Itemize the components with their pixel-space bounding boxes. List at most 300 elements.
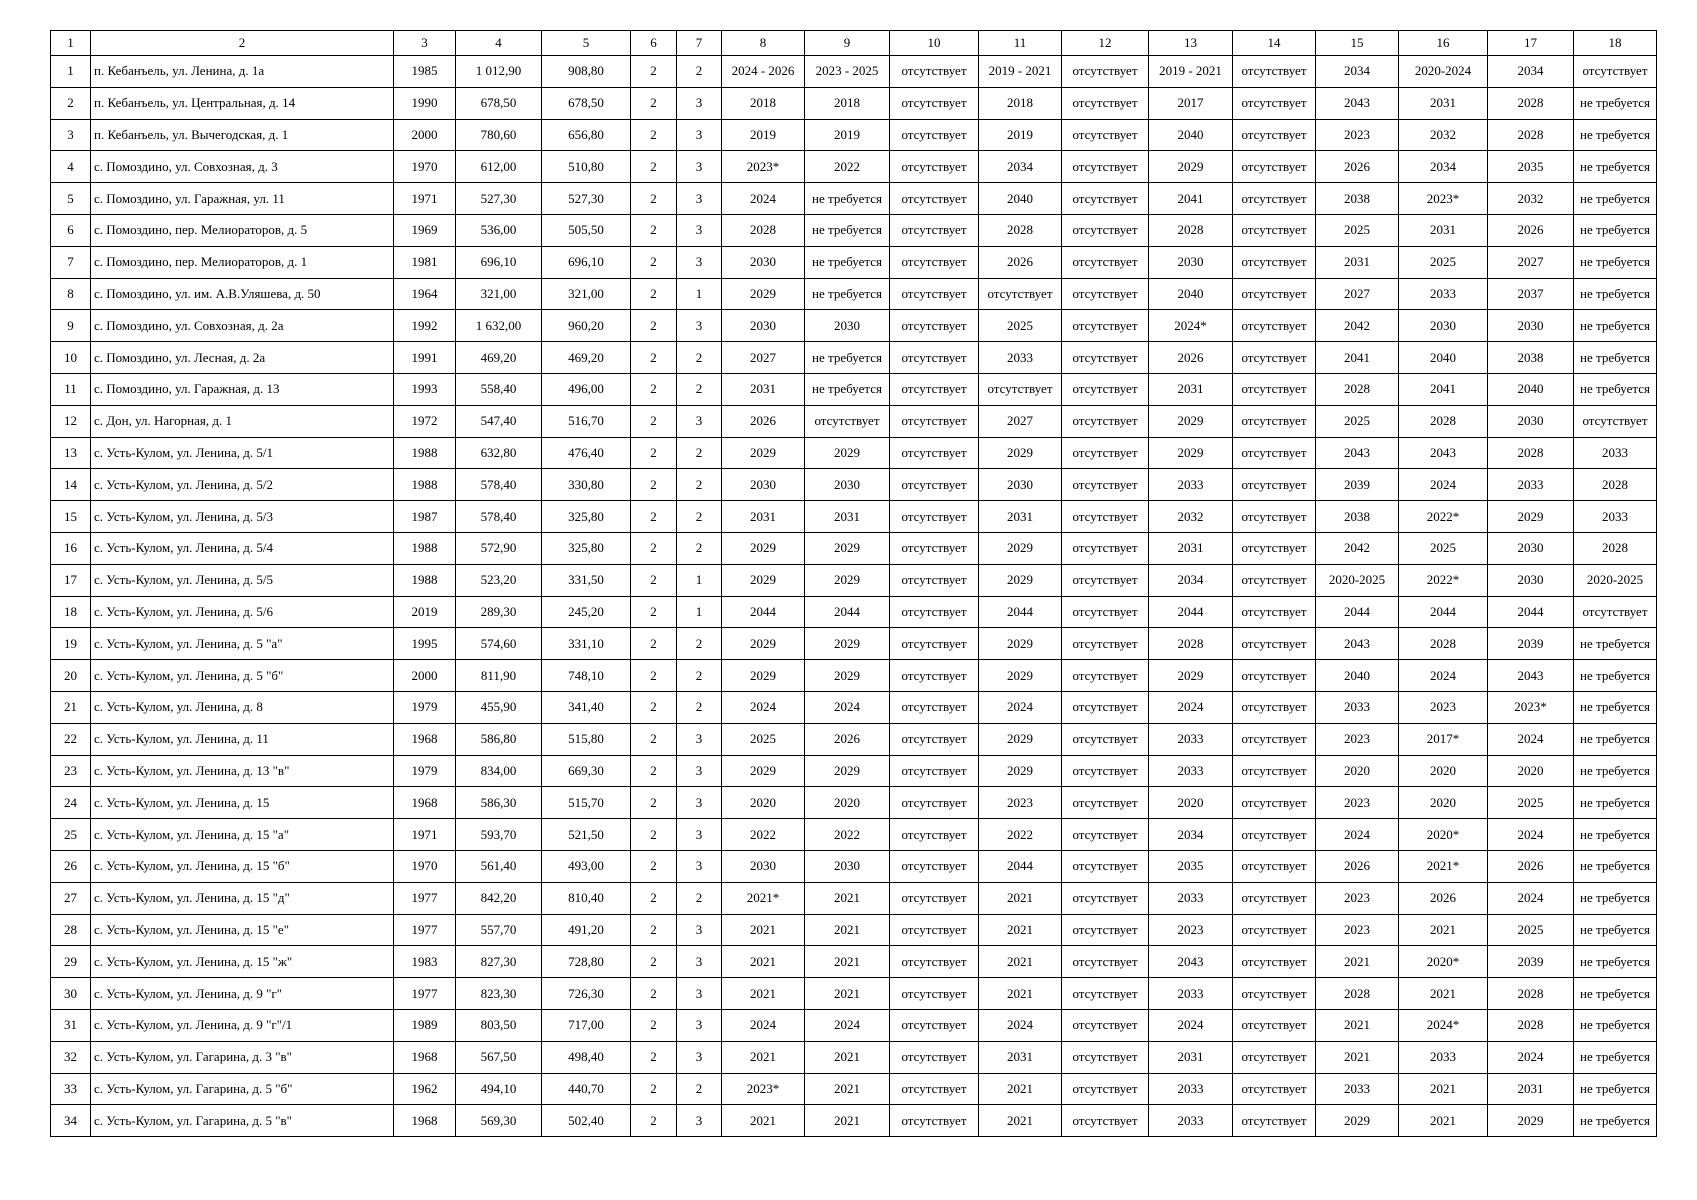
table-cell: 2044 [1399, 596, 1488, 628]
table-cell: 2 [631, 278, 677, 310]
table-cell: 2019 [394, 596, 456, 628]
table-cell: отсутствует [1233, 1041, 1316, 1073]
table-cell: 2023* [1399, 183, 1488, 215]
table-cell: 2031 [722, 373, 805, 405]
table-cell: 1968 [394, 1105, 456, 1137]
address-cell: с. Помоздино, ул. Совхозная, д. 2а [91, 310, 394, 342]
table-cell: 2 [677, 373, 722, 405]
table-row [51, 310, 1657, 342]
table-cell: отсутствует [1233, 819, 1316, 851]
table-cell: 2031 [1149, 1041, 1233, 1073]
table-cell: отсутствует [890, 819, 979, 851]
table-cell: 2 [631, 628, 677, 660]
table-cell: не требуется [1574, 755, 1657, 787]
table-cell: 325,80 [542, 501, 631, 533]
table-cell: 2021* [1399, 850, 1488, 882]
row-number-cell: 17 [51, 564, 91, 596]
table-cell: 2029 [1488, 501, 1574, 533]
table-cell: 2043 [1316, 87, 1399, 119]
table-cell: 2023* [1488, 691, 1574, 723]
table-cell: 2031 [1149, 373, 1233, 405]
table-cell: 1 [677, 278, 722, 310]
table-cell: не требуется [1574, 119, 1657, 151]
table-cell: отсутствует [1233, 978, 1316, 1010]
table-cell: 2 [631, 946, 677, 978]
table-cell: отсутствует [890, 946, 979, 978]
table-cell: 2029 [805, 532, 890, 564]
table-cell: 2024 [1149, 1009, 1233, 1041]
table-cell: 2033 [1149, 1105, 1233, 1137]
table-cell: 1968 [394, 1041, 456, 1073]
table-cell: 2024 [1488, 819, 1574, 851]
table-cell: 2025 [1488, 914, 1574, 946]
table-cell: отсутствует [1233, 342, 1316, 374]
table-cell: не требуется [1574, 1009, 1657, 1041]
table-cell: 505,50 [542, 214, 631, 246]
table-cell: 2018 [722, 87, 805, 119]
table-cell: 2030 [722, 310, 805, 342]
table-cell: 3 [677, 214, 722, 246]
table-cell: 3 [677, 310, 722, 342]
table-cell: 2022 [979, 819, 1062, 851]
column-number-header: 1 [51, 31, 91, 56]
table-cell: 2033 [1149, 978, 1233, 1010]
table-cell: отсутствует [890, 87, 979, 119]
table-cell: 2041 [1149, 183, 1233, 215]
table-cell: 1985 [394, 56, 456, 88]
table-cell: отсутствует [1233, 596, 1316, 628]
table-cell: 2030 [1488, 564, 1574, 596]
table-cell: отсутствует [1233, 119, 1316, 151]
table-cell: 2020 [1149, 787, 1233, 819]
table-cell: 1977 [394, 914, 456, 946]
table-cell: 2028 [1488, 978, 1574, 1010]
table-cell: 2021 [979, 1105, 1062, 1137]
table-cell: 2029 [805, 564, 890, 596]
table-cell: отсутствует [890, 246, 979, 278]
table-cell: 2 [631, 564, 677, 596]
table-cell: 2029 [979, 532, 1062, 564]
table-cell: 523,20 [456, 564, 542, 596]
table-cell: 2033 [1149, 469, 1233, 501]
table-cell: 2026 [722, 405, 805, 437]
table-cell: 557,70 [456, 914, 542, 946]
table-cell: 330,80 [542, 469, 631, 501]
table-cell: отсутствует [1574, 596, 1657, 628]
table-cell: 2018 [805, 87, 890, 119]
table-cell: 2031 [1488, 1073, 1574, 1105]
table-cell: 2 [631, 882, 677, 914]
table-cell: 289,30 [456, 596, 542, 628]
table-cell: 2020 [1399, 755, 1488, 787]
table-cell: 2029 [979, 723, 1062, 755]
table-cell: 2044 [979, 596, 1062, 628]
table-cell: не требуется [805, 183, 890, 215]
table-cell: отсутствует [1062, 946, 1149, 978]
row-number-cell: 12 [51, 405, 91, 437]
table-row [51, 373, 1657, 405]
table-cell: отсутствует [1233, 882, 1316, 914]
row-number-cell: 8 [51, 278, 91, 310]
table-cell: 2029 [1149, 151, 1233, 183]
table-cell: 2 [677, 628, 722, 660]
table-cell: не требуется [1574, 246, 1657, 278]
table-cell: 2024 - 2026 [722, 56, 805, 88]
header-row [51, 31, 1657, 56]
table-cell: отсутствует [1062, 596, 1149, 628]
row-number-cell: 34 [51, 1105, 91, 1137]
table-cell: 2029 [722, 278, 805, 310]
table-cell: отсутствует [1062, 787, 1149, 819]
table-cell: 2033 [1399, 1041, 1488, 1073]
table-cell: 2028 [1574, 469, 1657, 501]
table-cell: 2000 [394, 660, 456, 692]
table-cell: отсутствует [1233, 87, 1316, 119]
table-cell: 2 [677, 1073, 722, 1105]
table-cell: отсутствует [890, 660, 979, 692]
table-cell: отсутствует [1233, 469, 1316, 501]
table-cell: 455,90 [456, 691, 542, 723]
table-row [51, 1041, 1657, 1073]
table-cell: 561,40 [456, 850, 542, 882]
table-cell: 3 [677, 1009, 722, 1041]
table-cell: 516,70 [542, 405, 631, 437]
table-cell: 2021 [979, 1073, 1062, 1105]
table-cell: 2029 [722, 628, 805, 660]
table-row [51, 850, 1657, 882]
table-cell: не требуется [1574, 660, 1657, 692]
table-cell: 2028 [1149, 628, 1233, 660]
table-cell: 2026 [805, 723, 890, 755]
row-number-cell: 32 [51, 1041, 91, 1073]
table-cell: 2031 [979, 501, 1062, 533]
table-cell: 2041 [1399, 373, 1488, 405]
table-cell: 2030 [1488, 310, 1574, 342]
table-cell: 2021 [722, 978, 805, 1010]
address-cell: п. Кебанъель, ул. Ленина, д. 1а [91, 56, 394, 88]
table-cell: отсутствует [890, 1073, 979, 1105]
table-cell: 2 [631, 723, 677, 755]
table-cell: отсутствует [1233, 532, 1316, 564]
table-cell: 2029 [979, 755, 1062, 787]
table-cell: 2033 [1149, 882, 1233, 914]
row-number-cell: 26 [51, 850, 91, 882]
table-cell: отсутствует [1062, 214, 1149, 246]
table-cell: 469,20 [456, 342, 542, 374]
column-number-header: 8 [722, 31, 805, 56]
table-cell: 2021 [979, 914, 1062, 946]
table-cell: 2027 [1316, 278, 1399, 310]
table-cell: 2023 [1399, 691, 1488, 723]
table-cell: 1993 [394, 373, 456, 405]
column-number-header: 3 [394, 31, 456, 56]
table-cell: 2021 [805, 882, 890, 914]
table-cell: отсутствует [890, 183, 979, 215]
table-cell: 2030 [805, 469, 890, 501]
row-number-cell: 25 [51, 819, 91, 851]
table-cell: 2021 [979, 946, 1062, 978]
table-cell: 2 [631, 405, 677, 437]
table-cell: 2021 [1399, 914, 1488, 946]
table-cell: отсутствует [1062, 1105, 1149, 1137]
table-cell: 2 [631, 501, 677, 533]
table-cell: 593,70 [456, 819, 542, 851]
column-number-header: 14 [1233, 31, 1316, 56]
table-row [51, 246, 1657, 278]
table-cell: 2 [631, 1105, 677, 1137]
table-cell: 496,00 [542, 373, 631, 405]
table-cell: 1990 [394, 87, 456, 119]
table-cell: отсутствует [1062, 978, 1149, 1010]
table-cell: 1968 [394, 787, 456, 819]
table-cell: 3 [677, 183, 722, 215]
table-cell: 2021 [805, 914, 890, 946]
table-cell: 2034 [1149, 564, 1233, 596]
table-cell: 2028 [1399, 628, 1488, 660]
table-cell: отсутствует [1233, 310, 1316, 342]
address-cell: с. Усть-Кулом, ул. Ленина, д. 15 "д" [91, 882, 394, 914]
table-cell: не требуется [805, 373, 890, 405]
table-cell: отсутствует [1062, 1041, 1149, 1073]
table-cell: 245,20 [542, 596, 631, 628]
column-number-header: 15 [1316, 31, 1399, 56]
table-cell: 2024* [1149, 310, 1233, 342]
table-cell: 2033 [1399, 278, 1488, 310]
table-cell: 2044 [1149, 596, 1233, 628]
table-cell: отсутствует [1062, 628, 1149, 660]
table-cell: 2024 [979, 691, 1062, 723]
table-cell: 2 [631, 691, 677, 723]
table-cell: 2021 [805, 978, 890, 1010]
row-number-cell: 10 [51, 342, 91, 374]
row-number-cell: 4 [51, 151, 91, 183]
table-cell: 2022 [805, 151, 890, 183]
table-cell: 2041 [1316, 342, 1399, 374]
table-cell: 2026 [1399, 882, 1488, 914]
table-cell: 2044 [979, 850, 1062, 882]
address-cell: с. Усть-Кулом, ул. Ленина, д. 5/3 [91, 501, 394, 533]
table-cell: 2030 [722, 850, 805, 882]
address-cell: с. Усть-Кулом, ул. Гагарина, д. 3 "в" [91, 1041, 394, 1073]
table-cell: 2022 [722, 819, 805, 851]
row-number-cell: 23 [51, 755, 91, 787]
table-cell: 3 [677, 914, 722, 946]
table-cell: 2028 [1149, 214, 1233, 246]
column-number-header: 6 [631, 31, 677, 56]
table-cell: 3 [677, 151, 722, 183]
table-cell: 2044 [805, 596, 890, 628]
table-row [51, 87, 1657, 119]
table-cell: 2 [631, 787, 677, 819]
column-number-header: 2 [91, 31, 394, 56]
table-cell: 2038 [1316, 501, 1399, 533]
table-row [51, 342, 1657, 374]
table-cell: 827,30 [456, 946, 542, 978]
table-cell: отсутствует [890, 914, 979, 946]
table-cell: не требуется [1574, 183, 1657, 215]
table-cell: отсутствует [890, 151, 979, 183]
table-cell: 2021 [722, 1105, 805, 1137]
table-cell: 1970 [394, 151, 456, 183]
table-cell: 2029 [1488, 1105, 1574, 1137]
table-cell: 2023 [979, 787, 1062, 819]
table-cell: 811,90 [456, 660, 542, 692]
table-cell: 726,30 [542, 978, 631, 1010]
table-cell: 810,40 [542, 882, 631, 914]
column-number-header: 9 [805, 31, 890, 56]
table-cell: 2023 [1316, 882, 1399, 914]
table-cell: 2020-2024 [1399, 56, 1488, 88]
table-cell: 3 [677, 1105, 722, 1137]
table-cell: 960,20 [542, 310, 631, 342]
table-row [51, 628, 1657, 660]
table-cell: 2024 [722, 1009, 805, 1041]
table-row [51, 819, 1657, 851]
table-cell: 2 [677, 501, 722, 533]
table-cell: 2023 - 2025 [805, 56, 890, 88]
housing-repair-table [50, 30, 1657, 1137]
table-cell: не требуется [1574, 278, 1657, 310]
table-cell: 515,70 [542, 787, 631, 819]
address-cell: с. Усть-Кулом, ул. Ленина, д. 5/1 [91, 437, 394, 469]
table-cell: 1969 [394, 214, 456, 246]
table-cell: 1 [677, 564, 722, 596]
table-cell: отсутствует [1062, 151, 1149, 183]
table-cell: 2023 [1316, 787, 1399, 819]
table-cell: отсутствует [1233, 151, 1316, 183]
row-number-cell: 9 [51, 310, 91, 342]
table-cell: 1988 [394, 564, 456, 596]
table-cell: 2027 [979, 405, 1062, 437]
table-cell: 2035 [1149, 850, 1233, 882]
table-cell: 325,80 [542, 532, 631, 564]
table-cell: 2 [631, 978, 677, 1010]
table-cell: отсутствует [1062, 1009, 1149, 1041]
table-cell: 521,50 [542, 819, 631, 851]
table-cell: 2029 [979, 437, 1062, 469]
table-cell: 678,50 [456, 87, 542, 119]
table-cell: 2026 [979, 246, 1062, 278]
table-cell: не требуется [805, 342, 890, 374]
table-cell: 2039 [1316, 469, 1399, 501]
table-cell: 2 [631, 1041, 677, 1073]
table-row [51, 56, 1657, 88]
table-row [51, 882, 1657, 914]
table-cell: 2030 [1488, 405, 1574, 437]
table-cell: 2043 [1488, 660, 1574, 692]
table-cell: 2 [677, 882, 722, 914]
table-cell: 2024 [1399, 469, 1488, 501]
row-number-cell: 15 [51, 501, 91, 533]
table-cell: 2031 [805, 501, 890, 533]
table-cell: 2021* [722, 882, 805, 914]
table-cell: отсутствует [1062, 564, 1149, 596]
table-cell: не требуется [805, 278, 890, 310]
table-cell: 1983 [394, 946, 456, 978]
table-cell: 2022* [1399, 501, 1488, 533]
table-row [51, 501, 1657, 533]
row-number-cell: 14 [51, 469, 91, 501]
table-cell: 717,00 [542, 1009, 631, 1041]
table-cell: 2028 [1488, 119, 1574, 151]
row-number-cell: 19 [51, 628, 91, 660]
table-cell: 3 [677, 787, 722, 819]
table-cell: отсутствует [1233, 501, 1316, 533]
address-cell: с. Усть-Кулом, ул. Ленина, д. 13 "в" [91, 755, 394, 787]
table-cell: 2030 [1399, 310, 1488, 342]
table-cell: 502,40 [542, 1105, 631, 1137]
table-cell: 2 [631, 214, 677, 246]
table-cell: отсутствует [890, 405, 979, 437]
row-number-cell: 13 [51, 437, 91, 469]
table-cell: 2031 [1399, 214, 1488, 246]
table-cell: 1964 [394, 278, 456, 310]
table-cell: 2026 [1488, 850, 1574, 882]
table-cell: 2038 [1488, 342, 1574, 374]
table-cell: отсутствует [1062, 310, 1149, 342]
table-cell: 2024 [722, 183, 805, 215]
row-number-cell: 7 [51, 246, 91, 278]
table-cell: отсутствует [1062, 246, 1149, 278]
table-cell: 2028 [1488, 87, 1574, 119]
table-cell: отсутствует [890, 882, 979, 914]
table-cell: 2042 [1316, 310, 1399, 342]
table-cell: 2024 [1149, 691, 1233, 723]
table-cell: отсутствует [1062, 723, 1149, 755]
table-cell: 2020-2025 [1574, 564, 1657, 596]
table-cell: 1970 [394, 850, 456, 882]
column-number-header: 11 [979, 31, 1062, 56]
table-cell: 2029 [1149, 405, 1233, 437]
row-number-cell: 27 [51, 882, 91, 914]
table-cell: 2017 [1149, 87, 1233, 119]
table-cell: 2025 [979, 310, 1062, 342]
table-row [51, 119, 1657, 151]
table-cell: 1988 [394, 437, 456, 469]
table-cell: 2044 [1488, 596, 1574, 628]
column-number-header: 12 [1062, 31, 1149, 56]
table-cell: отсутствует [1062, 532, 1149, 564]
table-cell: 2 [677, 437, 722, 469]
address-cell: п. Кебанъель, ул. Центральная, д. 14 [91, 87, 394, 119]
table-cell: не требуется [1574, 787, 1657, 819]
column-number-header: 13 [1149, 31, 1233, 56]
table-cell: не требуется [1574, 946, 1657, 978]
table-cell: не требуется [805, 214, 890, 246]
table-cell: 498,40 [542, 1041, 631, 1073]
table-cell: 2043 [1399, 437, 1488, 469]
table-cell: 2040 [979, 183, 1062, 215]
table-cell: отсутствует [1062, 87, 1149, 119]
table-cell: 2040 [1149, 119, 1233, 151]
table-cell: отсутствует [1062, 819, 1149, 851]
table-cell: отсутствует [979, 278, 1062, 310]
table-cell: 3 [677, 723, 722, 755]
table-row [51, 978, 1657, 1010]
table-row [51, 787, 1657, 819]
table-cell: отсутствует [890, 532, 979, 564]
row-number-cell: 2 [51, 87, 91, 119]
table-cell: отсутствует [1062, 56, 1149, 88]
table-cell: отсутствует [1062, 501, 1149, 533]
row-number-cell: 31 [51, 1009, 91, 1041]
table-cell: отсутствует [1062, 1073, 1149, 1105]
table-cell: 2034 [1488, 56, 1574, 88]
table-cell: отсутствует [890, 564, 979, 596]
table-cell: 567,50 [456, 1041, 542, 1073]
address-cell: с. Усть-Кулом, ул. Ленина, д. 15 [91, 787, 394, 819]
column-number-header: 18 [1574, 31, 1657, 56]
